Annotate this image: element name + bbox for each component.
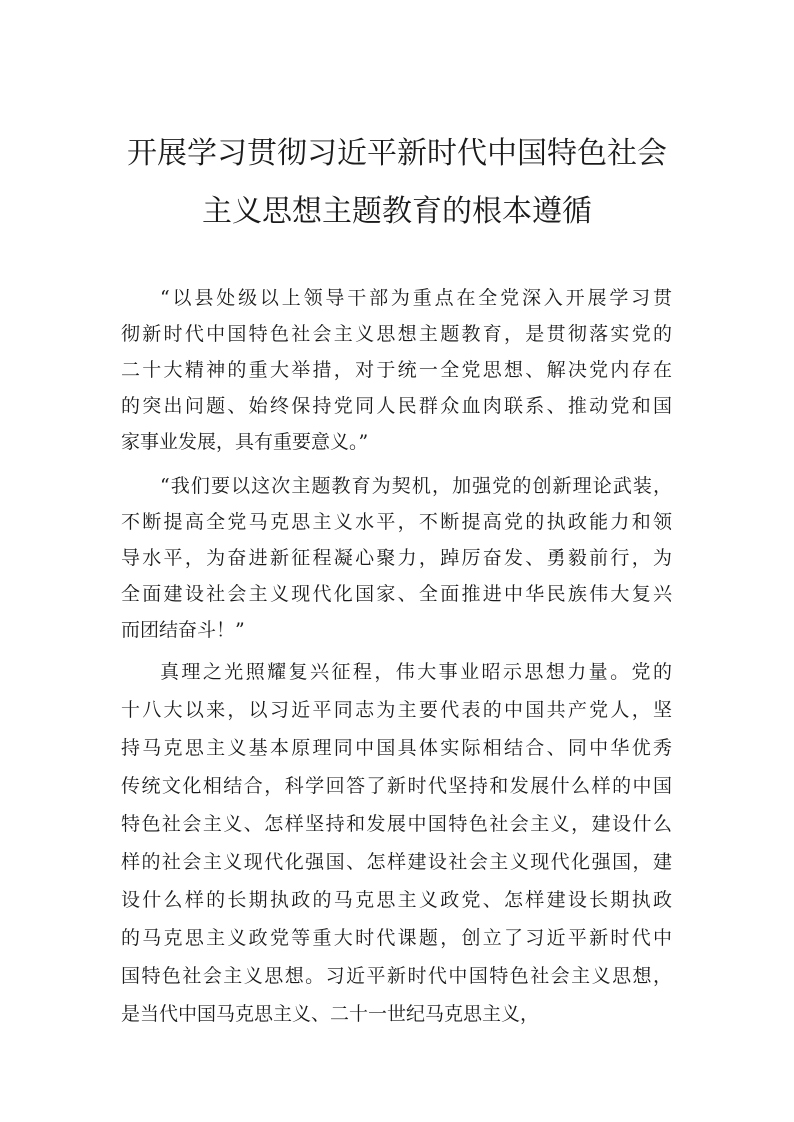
paragraph-3-line: 的马克思主义政党等重大时代课题，创立了习近平新时代中 (121, 927, 672, 949)
paragraph-2-line: “我们要以这次主题教育为契机，加强党的创新理论武装， (160, 475, 672, 497)
document-title-line-2: 主义思想主题教育的根本遵循 (202, 194, 592, 229)
paragraph-3-line: 十八大以来，以习近平同志为主要代表的中国共产党人，坚 (121, 699, 672, 721)
paragraph-3-line: 传统文化相结合，科学回答了新时代坚持和发展什么样的中国 (121, 775, 672, 797)
paragraph-1-line: 的突出问题、始终保持党同人民群众血肉联系、推动党和国 (121, 395, 672, 417)
paragraph-2-line: 不断提高全党马克思主义水平，不断提高党的执政能力和领 (121, 511, 672, 533)
paragraph-1-line: 彻新时代中国特色社会主义思想主题教育，是贯彻落实党的 (121, 323, 672, 345)
document-title-line-1: 开展学习贯彻习近平新时代中国特色社会 (127, 136, 667, 171)
paragraph-3-line: 持马克思主义基本原理同中国具体实际相结合、同中华优秀 (121, 737, 672, 759)
paragraph-1-line: 二十大精神的重大举措，对于统一全党思想、解决党内存在 (121, 359, 672, 381)
paragraph-3-line: 样的社会主义现代化强国、怎样建设社会主义现代化强国，建 (121, 851, 672, 873)
paragraph-2-line: 导水平，为奋进新征程凝心聚力，踔厉奋发、勇毅前行，为 (121, 547, 672, 569)
paragraph-2-line: 而团结奋斗！” (121, 619, 245, 641)
paragraph-2-line: 全面建设社会主义现代化国家、全面推进中华民族伟大复兴 (121, 583, 672, 605)
paragraph-3-line: 设什么样的长期执政的马克思主义政党、怎样建设长期执政 (121, 889, 672, 911)
paragraph-3-line: 国特色社会主义思想。习近平新时代中国特色社会主义思想， (121, 965, 672, 987)
paragraph-1-line: 家事业发展，具有重要意义。” (121, 431, 369, 453)
paragraph-1-line: “以县处级以上领导干部为重点在全党深入开展学习贯 (160, 287, 672, 309)
paragraph-3-line: 特色社会主义、怎样坚持和发展中国特色社会主义，建设什么 (121, 813, 672, 835)
paragraph-3-line: 是当代中国马克思主义、二十一世纪马克思主义， (121, 1003, 540, 1025)
paragraph-3-line: 真理之光照耀复兴征程，伟大事业昭示思想力量。党的 (160, 661, 672, 683)
